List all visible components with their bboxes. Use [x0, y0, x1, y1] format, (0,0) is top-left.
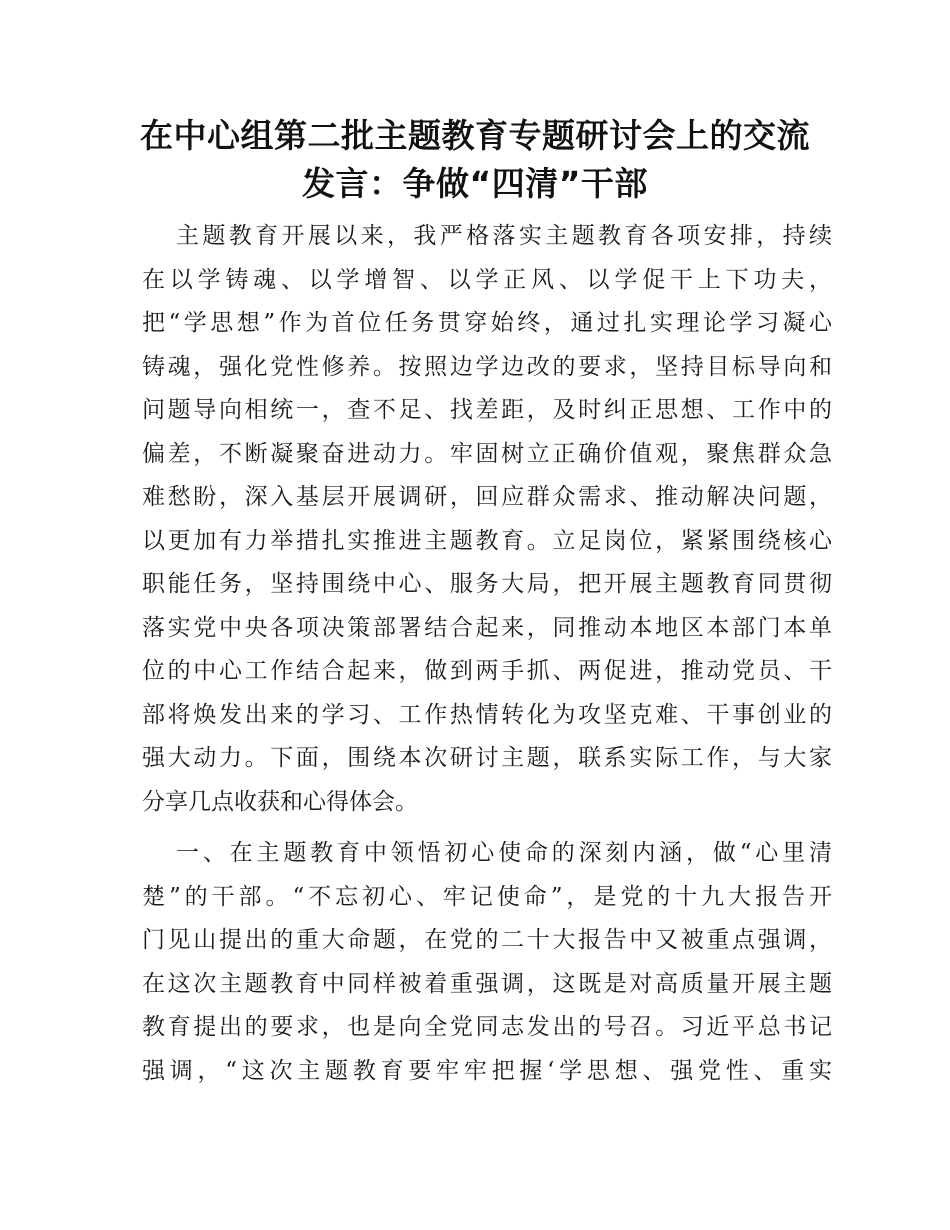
paragraph-line: 部将焕发出来的学习、工作热情转化为攻坚克难、干事创业的 — [142, 701, 832, 728]
paragraph-line: 教育提出的要求，也是向全党同志发出的号召。习近平总书记 — [142, 1014, 832, 1040]
paragraph-line: 一、在主题教育中领悟初心使命的深刻内涵，做“心里清 — [176, 840, 832, 866]
title-line: 在中心组第二批主题教育专题研讨会上的交流 — [140, 116, 810, 155]
document-title — [120, 112, 830, 208]
paragraph-line: 难愁盼，深入基层开展调研，回应群众需求、推动解决问题， — [142, 484, 832, 510]
paragraph-line: 职能任务，坚持围绕中心、服务大局，把开展主题教育同贯彻 — [142, 571, 832, 597]
paragraph-line: 在以学铸魂、以学增智、以学正风、以学促干上下功夫， — [142, 266, 832, 293]
paragraph-section-one — [142, 832, 832, 1093]
paragraph-line: 分享几点收获和心得体会。 — [142, 788, 418, 815]
paragraph-line: 位的中心工作结合起来，做到两手抓、两促进，推动党员、干 — [142, 658, 832, 684]
paragraph-line: 问题导向相统一，查不足、找差距，及时纠正思想、工作中的 — [142, 397, 832, 423]
document-body — [142, 215, 832, 1093]
paragraph-line: 偏差，不断凝聚奋进动力。牢固树立正确价值观，聚焦群众急 — [142, 440, 832, 467]
paragraph-line: 强大动力。下面，围绕本次研讨主题，联系实际工作，与大家 — [142, 745, 832, 771]
paragraph-line: 把“学思想”作为首位任务贯穿始终，通过扎实理论学习凝心 — [142, 310, 832, 336]
paragraph-line: 以更加有力举措扎实推进主题教育。立足岗位，紧紧围绕核心 — [142, 527, 832, 554]
paragraph-intro — [142, 215, 832, 824]
paragraph-line: 铸魂，强化党性修养。按照边学边改的要求，坚持目标导向和 — [142, 353, 832, 380]
paragraph-line: 主题教育开展以来，我严格落实主题教育各项安排，持续 — [176, 223, 832, 249]
paragraph-line: 在这次主题教育中同样被着重强调，这既是对高质量开展主题 — [142, 970, 832, 997]
paragraph-line: 强调，“这次主题教育要牢牢把握‘学思想、强党性、重实 — [142, 1057, 832, 1084]
title-line: 发言：争做“四清”干部 — [302, 164, 648, 203]
paragraph-line: 门见山提出的重大命题，在党的二十大报告中又被重点强调， — [142, 927, 832, 953]
paragraph-line: 落实党中央各项决策部署结合起来，同推动本地区本部门本单 — [142, 614, 832, 641]
paragraph-line: 楚”的干部。“不忘初心、牢记使命”，是党的十九大报告开 — [142, 883, 832, 910]
